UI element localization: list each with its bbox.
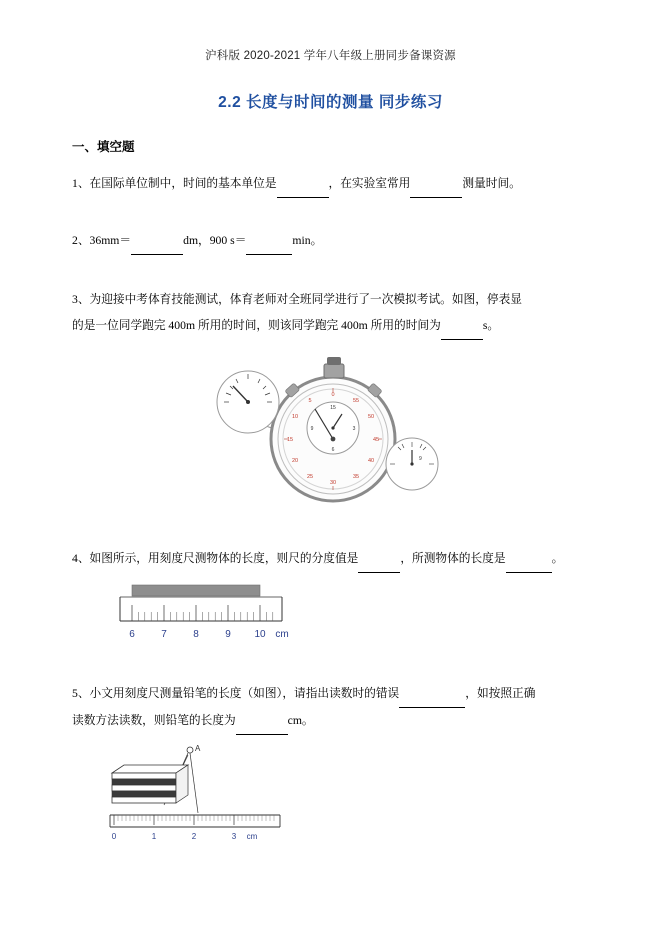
answer-blank[interactable] bbox=[246, 228, 292, 255]
stopwatch-graphic bbox=[216, 352, 446, 538]
answer-blank[interactable] bbox=[131, 228, 183, 255]
svg-text:cm: cm bbox=[275, 629, 289, 640]
question-5-line-2 bbox=[72, 708, 589, 735]
question-2 bbox=[72, 228, 589, 255]
question-3-text-c: s。 bbox=[482, 319, 500, 332]
ruler-svg-q4 bbox=[110, 581, 330, 653]
svg-text:55: 55 bbox=[352, 398, 359, 404]
svg-text:2: 2 bbox=[191, 832, 197, 841]
svg-text:6: 6 bbox=[331, 447, 334, 453]
answer-blank[interactable] bbox=[441, 313, 483, 340]
svg-text:50: 50 bbox=[367, 414, 374, 420]
question-3-text-b: 的是一位同学跑完 400m 所用的时间，则该同学跑完 400m 所用的时间为 bbox=[72, 319, 441, 332]
svg-text:35: 35 bbox=[352, 474, 359, 480]
question-2-text-b: dm，900 s＝ bbox=[183, 234, 247, 247]
question-3-text-a: 3、为迎接中考体育技能测试，体育老师对全班同学进行了一次模拟考试。如图，停表显 bbox=[72, 293, 522, 306]
pencil-graphic-q5 bbox=[102, 743, 332, 863]
question-5-text-d: cm。 bbox=[287, 714, 314, 727]
question-5-text-b: ，如按照正确 bbox=[465, 687, 536, 700]
svg-text:9: 9 bbox=[418, 456, 422, 462]
svg-text:10: 10 bbox=[254, 629, 266, 640]
answer-blank[interactable] bbox=[410, 171, 462, 198]
stopwatch-figure bbox=[72, 352, 589, 538]
answer-blank[interactable] bbox=[358, 546, 400, 573]
question-5 bbox=[72, 681, 589, 735]
stopwatch-svg bbox=[216, 352, 446, 538]
question-1-text-c: 测量时间。 bbox=[462, 177, 521, 190]
svg-text:9: 9 bbox=[225, 629, 231, 640]
svg-text:cm: cm bbox=[246, 832, 258, 841]
question-3-line-2 bbox=[72, 313, 589, 340]
question-4-text-b: ，所测物体的长度是 bbox=[400, 552, 506, 565]
svg-text:0: 0 bbox=[330, 392, 335, 398]
svg-text:45: 45 bbox=[372, 437, 379, 443]
svg-text:25: 25 bbox=[306, 474, 313, 480]
svg-text:40: 40 bbox=[367, 458, 374, 464]
ruler-graphic-q4 bbox=[110, 581, 330, 661]
svg-text:5: 5 bbox=[307, 398, 312, 404]
question-2-text-a: 2、36mm＝ bbox=[72, 234, 132, 247]
question-2-text-c: min。 bbox=[292, 234, 323, 247]
document-header: 沪科版 2020-2021 学年八年级上册同步备课资源 bbox=[205, 50, 456, 62]
answer-blank[interactable] bbox=[506, 546, 552, 573]
svg-text:15: 15 bbox=[329, 405, 336, 411]
answer-blank[interactable] bbox=[236, 708, 288, 735]
question-3 bbox=[72, 287, 589, 340]
question-5-text-a: 5、小文用刻度尺测量铅笔的长度（如图），请指出读数时的错误 bbox=[72, 687, 400, 700]
svg-text:6: 6 bbox=[129, 629, 135, 640]
svg-text:20: 20 bbox=[291, 458, 298, 464]
question-5-text-c: 读数方法读数，则铅笔的长度为 bbox=[72, 714, 236, 727]
svg-text:7: 7 bbox=[161, 629, 167, 640]
answer-blank[interactable] bbox=[277, 171, 329, 198]
answer-blank[interactable] bbox=[399, 681, 465, 708]
svg-text:9: 9 bbox=[310, 426, 313, 432]
pencil-svg-q5 bbox=[102, 743, 332, 853]
question-4 bbox=[72, 546, 589, 573]
question-1-text-a: 1、在国际单位制中，时间的基本单位是 bbox=[72, 177, 277, 190]
question-4-text-a: 4、如图所示，用刻度尺测物体的长度，则尺的分度值是 bbox=[72, 552, 359, 565]
question-1 bbox=[72, 171, 589, 198]
page-title: 2.2 长度与时间的测量 同步练习 bbox=[218, 94, 443, 111]
svg-text:1: 1 bbox=[151, 832, 157, 841]
svg-text:3: 3 bbox=[352, 426, 355, 432]
svg-text:A: A bbox=[195, 744, 201, 753]
question-3-line-1 bbox=[72, 287, 589, 313]
ruler-figure-q4 bbox=[72, 581, 589, 661]
pencil-figure-q5 bbox=[72, 743, 589, 863]
svg-text:0: 0 bbox=[111, 832, 117, 841]
section-heading-fill-in-blank: 一、填空题 bbox=[72, 140, 135, 154]
question-1-text-b: ，在实验室常用 bbox=[328, 177, 411, 190]
question-4-text-c: 。 bbox=[551, 552, 564, 565]
question-5-line-1 bbox=[72, 681, 589, 708]
svg-text:3: 3 bbox=[231, 832, 237, 841]
svg-text:30: 30 bbox=[329, 480, 336, 486]
svg-text:15: 15 bbox=[286, 437, 293, 443]
svg-text:10: 10 bbox=[291, 414, 298, 420]
svg-text:8: 8 bbox=[193, 629, 199, 640]
